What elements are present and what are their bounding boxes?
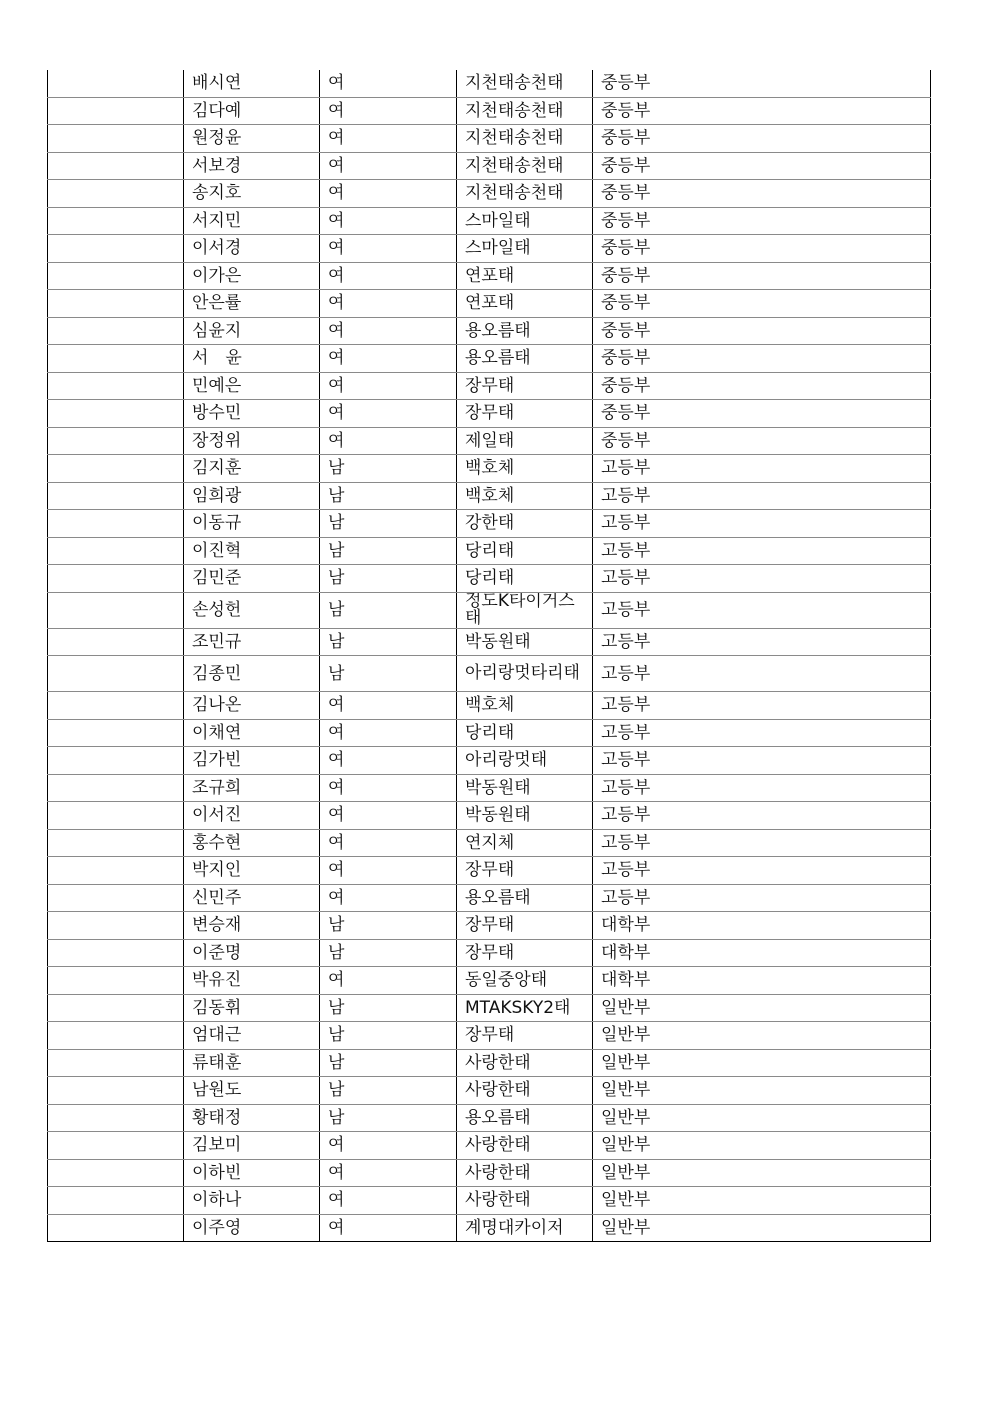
- club-cell: 지천태송천태: [457, 152, 593, 180]
- club-cell: 사랑한태: [457, 1077, 593, 1105]
- row-number-cell: [48, 345, 184, 373]
- gender-cell: 여: [320, 1132, 457, 1160]
- table-row: [48, 70, 931, 97]
- participant-table-body: [48, 70, 931, 1242]
- participant-table: [47, 70, 931, 1242]
- name-cell: 안은률: [184, 290, 320, 318]
- name-cell: 서지민: [184, 207, 320, 235]
- club-cell: 당리태: [457, 719, 593, 747]
- table-row: [48, 565, 931, 593]
- row-number-cell: [48, 510, 184, 538]
- name-cell: 남원도: [184, 1077, 320, 1105]
- name-cell: 서 윤: [184, 345, 320, 373]
- division-cell: 중등부: [593, 400, 931, 428]
- club-cell: 강한태: [457, 510, 593, 538]
- club-cell: 계명대카이저: [457, 1214, 593, 1242]
- table-row: [48, 290, 931, 318]
- table-row: [48, 592, 931, 628]
- name-cell: 송지호: [184, 180, 320, 208]
- row-number-cell: [48, 125, 184, 153]
- division-cell: 고등부: [593, 719, 931, 747]
- club-cell: 지천태송천태: [457, 97, 593, 125]
- club-cell: 제일태: [457, 427, 593, 455]
- name-cell: 임희광: [184, 482, 320, 510]
- name-cell: 변승재: [184, 912, 320, 940]
- row-number-cell: [48, 719, 184, 747]
- name-cell: 장정위: [184, 427, 320, 455]
- row-number-cell: [48, 180, 184, 208]
- name-cell: 이하빈: [184, 1159, 320, 1187]
- gender-cell: 여: [320, 235, 457, 263]
- row-number-cell: [48, 290, 184, 318]
- table-row: [48, 884, 931, 912]
- gender-cell: 여: [320, 345, 457, 373]
- division-cell: 고등부: [593, 692, 931, 720]
- gender-cell: 여: [320, 125, 457, 153]
- gender-cell: 남: [320, 537, 457, 565]
- gender-cell: 여: [320, 774, 457, 802]
- row-number-cell: [48, 1187, 184, 1215]
- name-cell: 서보경: [184, 152, 320, 180]
- table-row: [48, 1132, 931, 1160]
- name-cell: 김종민: [184, 656, 320, 692]
- gender-cell: 여: [320, 1187, 457, 1215]
- division-cell: 중등부: [593, 427, 931, 455]
- name-cell: 엄대근: [184, 1022, 320, 1050]
- gender-cell: 여: [320, 290, 457, 318]
- club-cell: 동일중앙태: [457, 967, 593, 995]
- club-cell: 장무태: [457, 1022, 593, 1050]
- division-cell: 중등부: [593, 207, 931, 235]
- club-cell: 용오름태: [457, 1104, 593, 1132]
- name-cell: 이동규: [184, 510, 320, 538]
- table-row: [48, 345, 931, 373]
- table-row: [48, 692, 931, 720]
- gender-cell: 남: [320, 939, 457, 967]
- division-cell: 중등부: [593, 235, 931, 263]
- division-cell: 일반부: [593, 1077, 931, 1105]
- name-cell: 홍수현: [184, 829, 320, 857]
- gender-cell: 남: [320, 912, 457, 940]
- gender-cell: 여: [320, 400, 457, 428]
- name-cell: 이가은: [184, 262, 320, 290]
- division-cell: 중등부: [593, 97, 931, 125]
- gender-cell: 남: [320, 1022, 457, 1050]
- table-row: [48, 939, 931, 967]
- club-cell: 장무태: [457, 912, 593, 940]
- table-row: [48, 317, 931, 345]
- table-row: [48, 1159, 931, 1187]
- club-cell: 지천태송천태: [457, 70, 593, 97]
- club-cell: 연포태: [457, 290, 593, 318]
- division-cell: 일반부: [593, 1159, 931, 1187]
- row-number-cell: [48, 656, 184, 692]
- table-row: [48, 262, 931, 290]
- club-cell: 박동원태: [457, 802, 593, 830]
- row-number-cell: [48, 747, 184, 775]
- name-cell: 김보미: [184, 1132, 320, 1160]
- gender-cell: 남: [320, 994, 457, 1022]
- division-cell: 중등부: [593, 70, 931, 97]
- gender-cell: 여: [320, 1214, 457, 1242]
- name-cell: 심윤지: [184, 317, 320, 345]
- row-number-cell: [48, 857, 184, 885]
- row-number-cell: [48, 1077, 184, 1105]
- division-cell: 대학부: [593, 967, 931, 995]
- gender-cell: 남: [320, 628, 457, 656]
- division-cell: 중등부: [593, 125, 931, 153]
- row-number-cell: [48, 400, 184, 428]
- row-number-cell: [48, 1049, 184, 1077]
- table-row: [48, 967, 931, 995]
- club-cell: 아리랑멋타리태: [457, 656, 593, 692]
- row-number-cell: [48, 829, 184, 857]
- table-row: [48, 427, 931, 455]
- division-cell: 고등부: [593, 565, 931, 593]
- division-cell: 고등부: [593, 482, 931, 510]
- gender-cell: 여: [320, 372, 457, 400]
- division-cell: 고등부: [593, 829, 931, 857]
- table-row: [48, 912, 931, 940]
- division-cell: 일반부: [593, 1049, 931, 1077]
- table-row: [48, 802, 931, 830]
- club-cell: 지천태송천태: [457, 180, 593, 208]
- table-row: [48, 719, 931, 747]
- name-cell: 박유진: [184, 967, 320, 995]
- club-cell: 박동원태: [457, 774, 593, 802]
- gender-cell: 남: [320, 510, 457, 538]
- name-cell: 김다예: [184, 97, 320, 125]
- name-cell: 이채연: [184, 719, 320, 747]
- name-cell: 원정윤: [184, 125, 320, 153]
- table-row: [48, 747, 931, 775]
- division-cell: 고등부: [593, 592, 931, 628]
- row-number-cell: [48, 592, 184, 628]
- club-cell: 스마일태: [457, 235, 593, 263]
- division-cell: 중등부: [593, 345, 931, 373]
- gender-cell: 남: [320, 565, 457, 593]
- row-number-cell: [48, 1132, 184, 1160]
- row-number-cell: [48, 802, 184, 830]
- gender-cell: 여: [320, 180, 457, 208]
- division-cell: 고등부: [593, 802, 931, 830]
- row-number-cell: [48, 628, 184, 656]
- row-number-cell: [48, 427, 184, 455]
- table-row: [48, 482, 931, 510]
- row-number-cell: [48, 482, 184, 510]
- row-number-cell: [48, 994, 184, 1022]
- gender-cell: 남: [320, 455, 457, 483]
- gender-cell: 여: [320, 829, 457, 857]
- gender-cell: 여: [320, 857, 457, 885]
- gender-cell: 여: [320, 427, 457, 455]
- row-number-cell: [48, 1214, 184, 1242]
- club-cell: 장무태: [457, 857, 593, 885]
- name-cell: 김민준: [184, 565, 320, 593]
- name-cell: 배시연: [184, 70, 320, 97]
- division-cell: 대학부: [593, 939, 931, 967]
- row-number-cell: [48, 692, 184, 720]
- table-row: [48, 774, 931, 802]
- row-number-cell: [48, 262, 184, 290]
- table-row: [48, 97, 931, 125]
- name-cell: 신민주: [184, 884, 320, 912]
- gender-cell: 남: [320, 592, 457, 628]
- gender-cell: 여: [320, 719, 457, 747]
- table-row: [48, 994, 931, 1022]
- club-cell: 사랑한태: [457, 1049, 593, 1077]
- club-cell: 장무태: [457, 939, 593, 967]
- gender-cell: 여: [320, 747, 457, 775]
- division-cell: 고등부: [593, 884, 931, 912]
- gender-cell: 여: [320, 967, 457, 995]
- name-cell: 이주영: [184, 1214, 320, 1242]
- table-row: [48, 628, 931, 656]
- club-cell: 당리태: [457, 537, 593, 565]
- table-row: [48, 656, 931, 692]
- row-number-cell: [48, 455, 184, 483]
- row-number-cell: [48, 1104, 184, 1132]
- table-row: [48, 125, 931, 153]
- name-cell: 방수민: [184, 400, 320, 428]
- table-row: [48, 537, 931, 565]
- name-cell: 류태훈: [184, 1049, 320, 1077]
- name-cell: 김지훈: [184, 455, 320, 483]
- row-number-cell: [48, 1159, 184, 1187]
- club-cell: 박동원태: [457, 628, 593, 656]
- name-cell: 김가빈: [184, 747, 320, 775]
- club-cell: 당리태: [457, 565, 593, 593]
- club-cell: 백호체: [457, 482, 593, 510]
- name-cell: 이서경: [184, 235, 320, 263]
- division-cell: 대학부: [593, 912, 931, 940]
- name-cell: 황태정: [184, 1104, 320, 1132]
- gender-cell: 여: [320, 207, 457, 235]
- division-cell: 고등부: [593, 747, 931, 775]
- table-row: [48, 372, 931, 400]
- row-number-cell: [48, 97, 184, 125]
- club-cell: 연지체: [457, 829, 593, 857]
- division-cell: 고등부: [593, 857, 931, 885]
- table-row: [48, 1049, 931, 1077]
- row-number-cell: [48, 967, 184, 995]
- table-row: [48, 1214, 931, 1242]
- club-cell: 사랑한태: [457, 1159, 593, 1187]
- table-row: [48, 1104, 931, 1132]
- table-row: [48, 857, 931, 885]
- division-cell: 일반부: [593, 1214, 931, 1242]
- table-row: [48, 180, 931, 208]
- club-cell: 용오름태: [457, 317, 593, 345]
- division-cell: 일반부: [593, 1104, 931, 1132]
- club-cell: 백호체: [457, 455, 593, 483]
- table-row: [48, 1022, 931, 1050]
- division-cell: 고등부: [593, 628, 931, 656]
- club-cell: 장무태: [457, 400, 593, 428]
- gender-cell: 여: [320, 70, 457, 97]
- row-number-cell: [48, 774, 184, 802]
- name-cell: 박지인: [184, 857, 320, 885]
- division-cell: 중등부: [593, 317, 931, 345]
- row-number-cell: [48, 152, 184, 180]
- division-cell: 중등부: [593, 152, 931, 180]
- division-cell: 일반부: [593, 1187, 931, 1215]
- division-cell: 고등부: [593, 455, 931, 483]
- division-cell: 고등부: [593, 537, 931, 565]
- club-cell: 스마일태: [457, 207, 593, 235]
- table-row: [48, 455, 931, 483]
- name-cell: 이서진: [184, 802, 320, 830]
- gender-cell: 여: [320, 692, 457, 720]
- table-row: [48, 829, 931, 857]
- gender-cell: 남: [320, 1049, 457, 1077]
- gender-cell: 여: [320, 152, 457, 180]
- club-cell: MTAKSKY2태: [457, 994, 593, 1022]
- club-cell: 정도K타이거스태: [457, 592, 593, 628]
- division-cell: 고등부: [593, 774, 931, 802]
- division-cell: 고등부: [593, 656, 931, 692]
- row-number-cell: [48, 207, 184, 235]
- gender-cell: 여: [320, 1159, 457, 1187]
- table-row: [48, 400, 931, 428]
- table-row: [48, 207, 931, 235]
- row-number-cell: [48, 1022, 184, 1050]
- division-cell: 일반부: [593, 1022, 931, 1050]
- name-cell: 김동휘: [184, 994, 320, 1022]
- name-cell: 이진혁: [184, 537, 320, 565]
- row-number-cell: [48, 939, 184, 967]
- name-cell: 민예은: [184, 372, 320, 400]
- name-cell: 이준명: [184, 939, 320, 967]
- division-cell: 일반부: [593, 1132, 931, 1160]
- division-cell: 중등부: [593, 180, 931, 208]
- gender-cell: 남: [320, 1077, 457, 1105]
- club-cell: 사랑한태: [457, 1187, 593, 1215]
- name-cell: 조민규: [184, 628, 320, 656]
- club-cell: 장무태: [457, 372, 593, 400]
- name-cell: 조규희: [184, 774, 320, 802]
- table-row: [48, 1077, 931, 1105]
- club-cell: 아리랑멋태: [457, 747, 593, 775]
- division-cell: 일반부: [593, 994, 931, 1022]
- row-number-cell: [48, 912, 184, 940]
- club-cell: 지천태송천태: [457, 125, 593, 153]
- name-cell: 김나온: [184, 692, 320, 720]
- club-cell: 사랑한태: [457, 1132, 593, 1160]
- table-row: [48, 235, 931, 263]
- club-cell: 용오름태: [457, 345, 593, 373]
- gender-cell: 여: [320, 802, 457, 830]
- table-row: [48, 1187, 931, 1215]
- division-cell: 고등부: [593, 510, 931, 538]
- gender-cell: 남: [320, 656, 457, 692]
- gender-cell: 남: [320, 482, 457, 510]
- table-row: [48, 510, 931, 538]
- club-cell: 백호체: [457, 692, 593, 720]
- club-cell: 용오름태: [457, 884, 593, 912]
- row-number-cell: [48, 317, 184, 345]
- gender-cell: 남: [320, 1104, 457, 1132]
- name-cell: 이하나: [184, 1187, 320, 1215]
- division-cell: 중등부: [593, 262, 931, 290]
- division-cell: 중등부: [593, 290, 931, 318]
- row-number-cell: [48, 70, 184, 97]
- row-number-cell: [48, 537, 184, 565]
- row-number-cell: [48, 565, 184, 593]
- gender-cell: 여: [320, 317, 457, 345]
- table-row: [48, 152, 931, 180]
- gender-cell: 여: [320, 884, 457, 912]
- name-cell: 손성헌: [184, 592, 320, 628]
- gender-cell: 여: [320, 97, 457, 125]
- gender-cell: 여: [320, 262, 457, 290]
- row-number-cell: [48, 884, 184, 912]
- division-cell: 중등부: [593, 372, 931, 400]
- club-cell: 연포태: [457, 262, 593, 290]
- row-number-cell: [48, 235, 184, 263]
- row-number-cell: [48, 372, 184, 400]
